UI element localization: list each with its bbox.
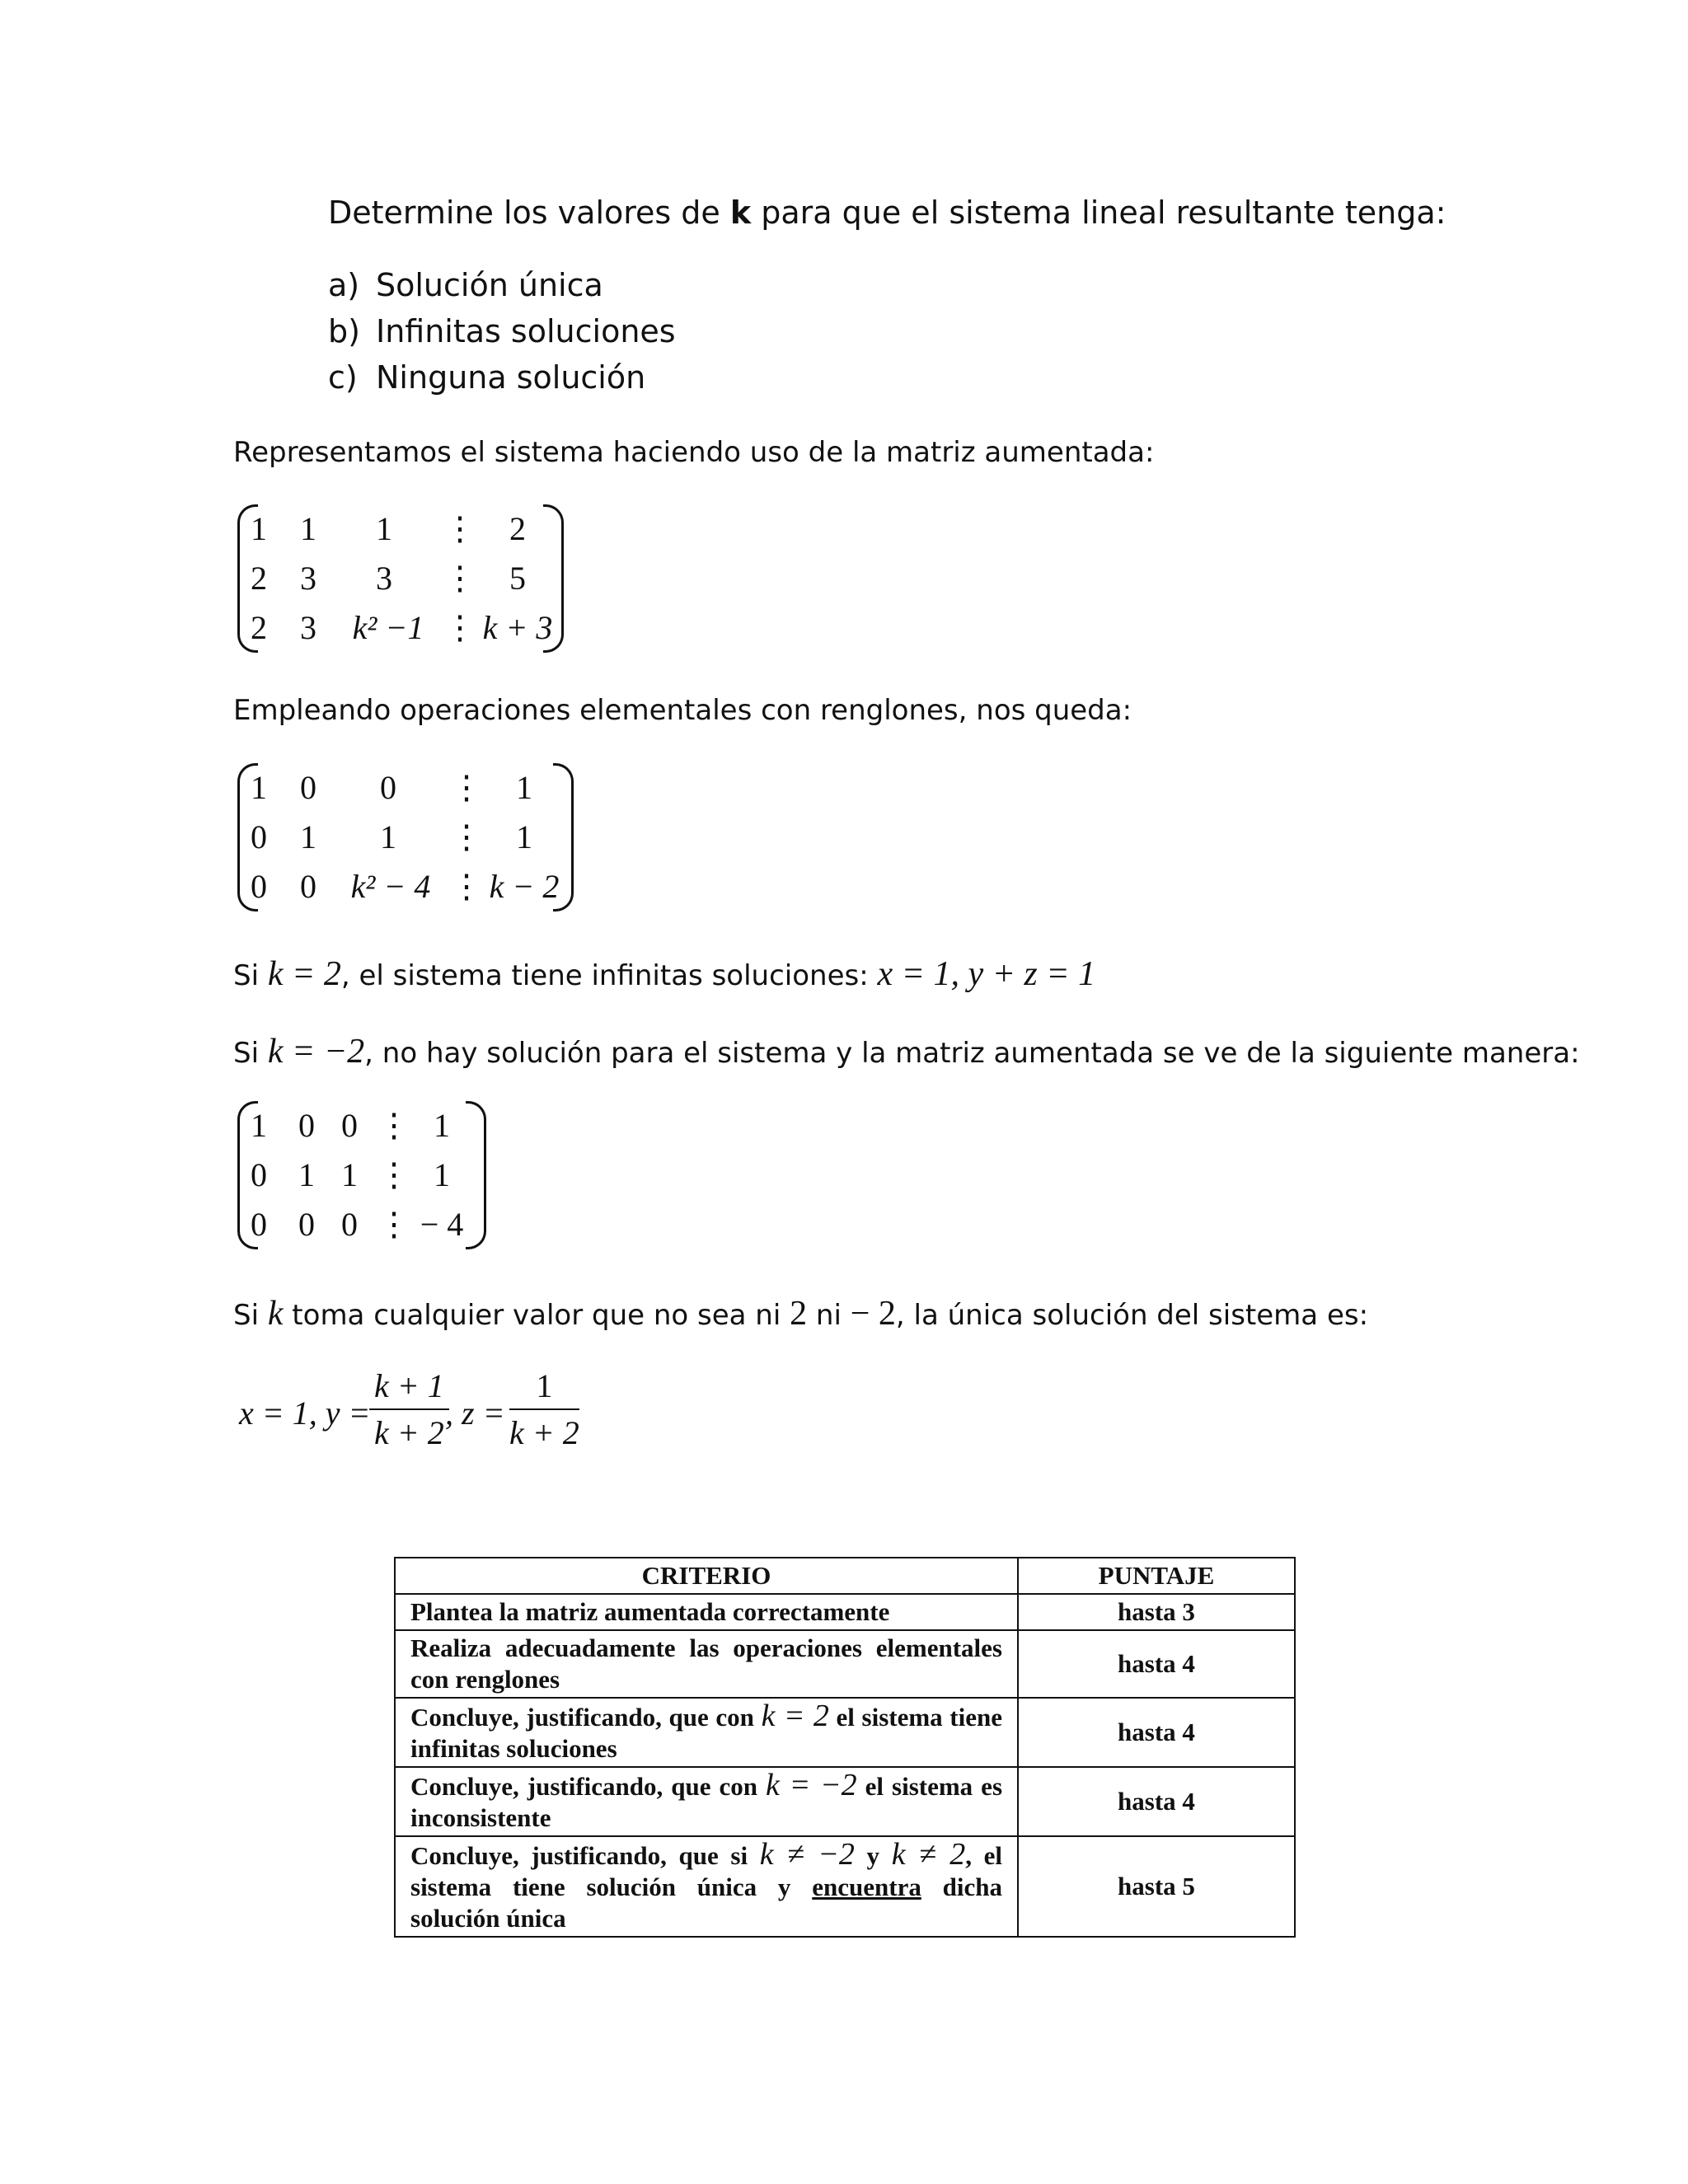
matrix-cell: 1 [251, 510, 267, 547]
matrix-row [237, 813, 574, 862]
matrix-cell: 2 [509, 510, 526, 547]
fraction-numerator: k + 1 [369, 1366, 449, 1410]
table-row [395, 1698, 1295, 1767]
criterio-math: k ≠ 2 [891, 1837, 966, 1872]
matrix-cell: 0 [341, 1107, 358, 1144]
header-puntaje: PUNTAJE [1018, 1558, 1295, 1594]
case-text: , no hay solución para el sistema y la matriz aumentada se ve de la siguiente manera: [364, 1037, 1580, 1070]
criterio-underlined: encuentra [812, 1872, 921, 1901]
criterio-math: k = −2 [766, 1768, 857, 1802]
puntaje-cell: hasta 3 [1018, 1594, 1295, 1630]
case-value: 2 [790, 1295, 808, 1333]
vertical-dots: ⋮ [377, 1107, 410, 1144]
vertical-dots: ⋮ [450, 868, 483, 905]
matrix-cell: 1 [251, 769, 267, 806]
matrix-row [237, 862, 574, 912]
matrix-cell: 1 [300, 510, 316, 547]
vertical-dots: ⋮ [377, 1206, 410, 1243]
augmented-matrix-3 [237, 1101, 486, 1249]
case-text: toma cualquier valor que no sea ni [283, 1299, 790, 1332]
list-item [328, 359, 646, 396]
matrix-cell: 1 [341, 1156, 358, 1193]
criterio-math: k ≠ −2 [759, 1837, 855, 1872]
matrix-cell: 0 [300, 769, 316, 806]
solution-z: , z = [445, 1394, 505, 1432]
list-marker: a) [328, 267, 360, 303]
matrix-cell: k + 3 [482, 609, 553, 646]
vertical-dots: ⋮ [443, 560, 476, 597]
matrix-cell: 0 [251, 1156, 267, 1193]
augmented-matrix-1 [237, 504, 564, 653]
table-row [395, 1767, 1295, 1836]
table-row [395, 1630, 1295, 1698]
matrix-cell: 1 [434, 1156, 450, 1193]
puntaje-cell: hasta 4 [1018, 1630, 1295, 1698]
augmented-matrix-2 [237, 763, 574, 912]
matrix-cell: 0 [251, 818, 267, 855]
table-header-row [395, 1558, 1295, 1594]
criterio-text: Concluye, justificando, que con [410, 1703, 762, 1732]
case-text: Si [233, 959, 268, 992]
matrix-cell: 3 [300, 609, 316, 646]
case-k-equals-minus-2 [233, 1033, 1580, 1071]
list-marker: b) [328, 313, 360, 349]
puntaje-cell: hasta 4 [1018, 1698, 1295, 1767]
matrix-row [237, 554, 564, 603]
list-text: Infinitas soluciones [376, 313, 676, 349]
solution-x-y: x = 1, y = [239, 1394, 371, 1432]
matrix-cell: 0 [298, 1107, 315, 1144]
matrix-row [237, 1101, 486, 1151]
matrix-cell: 0 [300, 868, 316, 905]
case-text: Si [233, 1299, 268, 1332]
matrix-cell: 1 [434, 1107, 450, 1144]
paragraph-row-operations: Empleando operaciones elementales con renglones, nos queda: [233, 694, 1132, 727]
intro-text-post: para que el sistema lineal resultante tenga: [751, 194, 1447, 231]
matrix-cell: 1 [380, 818, 396, 855]
matrix-row [237, 603, 564, 653]
case-k: k [267, 1295, 284, 1333]
criterio-text: , el sistema tiene solución única y [410, 1841, 1002, 1901]
vertical-dots: ⋮ [443, 609, 476, 646]
matrix-cell: 2 [251, 560, 267, 597]
case-k-equals-2 [233, 956, 1095, 994]
paragraph-augmented-matrix: Representamos el sistema haciendo uso de la matriz aumentada: [233, 436, 1155, 469]
matrix-cell: 0 [251, 868, 267, 905]
matrix-cell: 0 [380, 769, 396, 806]
criterio-text: y [854, 1841, 892, 1870]
criterio-cell [395, 1698, 1018, 1767]
matrix-cell: 1 [516, 769, 532, 806]
matrix-cell: k² − 4 [350, 868, 431, 905]
matrix-cell: 1 [300, 818, 316, 855]
fraction-z [509, 1366, 579, 1452]
matrix-cell: 3 [300, 560, 316, 597]
list-text: Ninguna solución [376, 359, 646, 396]
matrix-cell: 0 [341, 1206, 358, 1243]
criterio-text: dicha solución única [410, 1872, 1002, 1933]
case-text: , la única solución del sistema es: [895, 1299, 1369, 1332]
case-condition: k = −2 [267, 1033, 365, 1071]
criterio-math: k = 2 [761, 1699, 829, 1733]
matrix-cell: k² −1 [352, 609, 424, 646]
criterio-text: Concluye, justificando, que con [410, 1772, 766, 1801]
matrix-row [237, 1151, 486, 1200]
criterio-text: Concluye, justificando, que si [410, 1841, 760, 1870]
list-text: Solución única [376, 267, 603, 303]
matrix-row [237, 763, 574, 813]
vertical-dots: ⋮ [443, 510, 476, 547]
criterio-cell [395, 1767, 1018, 1836]
matrix-row [237, 504, 564, 554]
matrix-cell: 1 [251, 1107, 267, 1144]
vertical-dots: ⋮ [450, 769, 483, 806]
matrix-cell: 3 [376, 560, 392, 597]
matrix-cell: k − 2 [489, 868, 560, 905]
matrix-row [237, 1200, 486, 1249]
case-value: − 2 [850, 1295, 896, 1333]
fraction-denominator: k + 2 [374, 1414, 444, 1451]
matrix-cell: 0 [298, 1206, 315, 1243]
table-row [395, 1836, 1295, 1937]
case-solution: x = 1, y + z = 1 [877, 955, 1096, 993]
matrix-cell: 0 [251, 1206, 267, 1243]
fraction-denominator: k + 2 [509, 1414, 579, 1451]
matrix-cell: 1 [298, 1156, 315, 1193]
vertical-dots: ⋮ [450, 818, 483, 855]
intro-text-pre: Determine los valores de [328, 194, 730, 231]
matrix-cell: 5 [509, 560, 526, 597]
vertical-dots: ⋮ [377, 1156, 410, 1193]
criterio-cell: Realiza adecuadamente las operaciones elementales con renglones [395, 1630, 1018, 1698]
intro-bold-k: k [729, 194, 752, 231]
criterio-text: el sistema es inconsistente [410, 1772, 1003, 1832]
criterio-text: el sistema tiene infinitas soluciones [410, 1703, 1003, 1763]
case-text: , el sistema tiene infinitas soluciones: [340, 959, 878, 992]
header-criterio: CRITERIO [395, 1558, 1018, 1594]
list-item [328, 313, 676, 349]
list-item [328, 267, 603, 303]
rubric-table [394, 1557, 1296, 1938]
table-row [395, 1594, 1295, 1630]
fraction-numerator: 1 [509, 1366, 579, 1410]
list-marker: c) [328, 359, 358, 396]
case-text: ni [807, 1299, 851, 1332]
matrix-cell: 1 [376, 510, 392, 547]
matrix-cell: 2 [251, 609, 267, 646]
case-text: Si [233, 1037, 268, 1070]
criterio-cell [395, 1836, 1018, 1937]
criterio-cell: Plantea la matriz aumentada correctamente [395, 1594, 1018, 1630]
case-condition: k = 2 [267, 955, 341, 993]
matrix-cell: − 4 [420, 1206, 464, 1243]
case-k-other [233, 1296, 1368, 1333]
intro-line [328, 194, 1446, 231]
fraction-y [369, 1366, 449, 1452]
matrix-cell: 1 [516, 818, 532, 855]
puntaje-cell: hasta 5 [1018, 1836, 1295, 1937]
puntaje-cell: hasta 4 [1018, 1767, 1295, 1836]
